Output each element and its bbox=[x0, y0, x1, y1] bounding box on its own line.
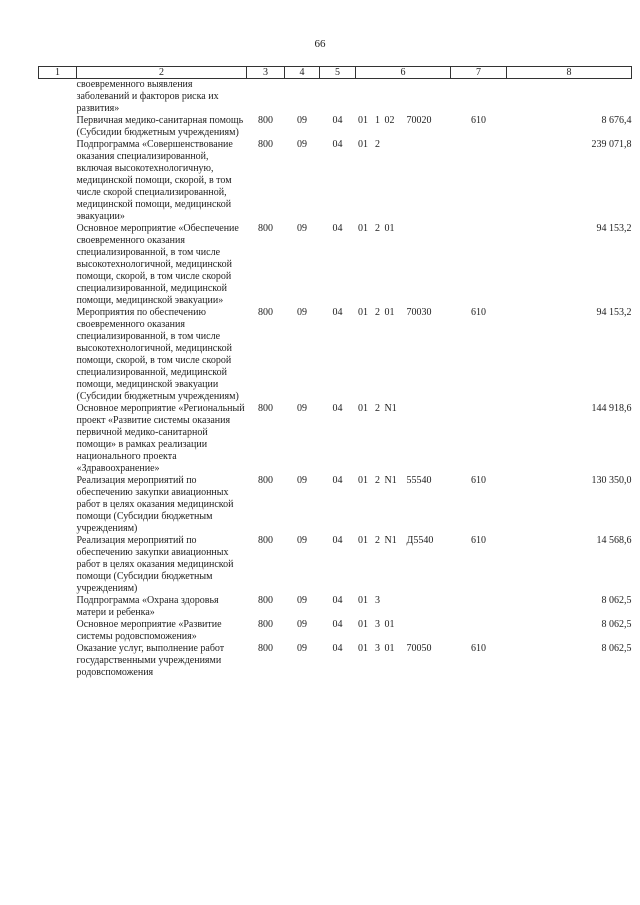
row-amount bbox=[507, 79, 632, 116]
row-direction-code: 70020 bbox=[406, 115, 432, 126]
row-activity-code: N1 bbox=[384, 475, 397, 486]
row-program-code: 01 bbox=[358, 223, 368, 234]
row-expense-type bbox=[451, 595, 507, 619]
col-header-7: 7 bbox=[451, 67, 507, 79]
table-row bbox=[39, 619, 632, 643]
row-expense-type: 610 bbox=[471, 475, 486, 486]
row-subsection bbox=[320, 79, 356, 116]
row-program-code: 01 bbox=[358, 307, 368, 318]
table-row bbox=[39, 475, 632, 535]
row-number-cell bbox=[39, 643, 77, 679]
row-amount: 8 062,5 bbox=[601, 643, 632, 654]
row-direction-code: 70030 bbox=[406, 307, 432, 318]
table-row bbox=[39, 139, 632, 223]
row-grbs: 800 bbox=[258, 535, 273, 546]
row-direction-code: Д5540 bbox=[406, 535, 434, 546]
row-activity-code: N1 bbox=[384, 403, 397, 414]
row-grbs: 800 bbox=[258, 619, 273, 630]
row-activity-code: N1 bbox=[384, 535, 397, 546]
row-program-code: 01 bbox=[358, 115, 368, 126]
row-section: 09 bbox=[297, 475, 307, 486]
table-row bbox=[39, 535, 632, 595]
col-header-5: 5 bbox=[320, 67, 356, 79]
row-name: Реализация мероприятий по обеспечению закупки авиационных работ в целях оказания медицинской помощи (Субсидии бюджетным учреждениям) bbox=[76, 475, 234, 534]
row-subprogram-code: 3 bbox=[375, 619, 380, 630]
row-program-code: 01 bbox=[358, 535, 368, 546]
row-grbs: 800 bbox=[258, 643, 273, 654]
row-name: Первичная медико-санитарная помощь (Субсидии бюджетным учреждениям) bbox=[76, 115, 244, 138]
table-row bbox=[39, 223, 632, 307]
row-amount: 94 153,2 bbox=[596, 307, 632, 318]
table-body bbox=[39, 67, 632, 680]
row-grbs: 800 bbox=[258, 307, 273, 318]
row-subprogram-code: 3 bbox=[375, 595, 380, 606]
row-activity-code: 02 bbox=[384, 115, 395, 126]
budget-table bbox=[38, 66, 632, 679]
row-amount: 239 071,8 bbox=[591, 139, 632, 150]
col-header-6: 6 bbox=[356, 67, 451, 79]
row-activity-code: 01 bbox=[384, 619, 395, 630]
row-subprogram-code: 2 bbox=[375, 475, 380, 486]
row-number-cell bbox=[39, 115, 77, 139]
row-number-cell bbox=[39, 595, 77, 619]
row-expense-type bbox=[451, 139, 507, 223]
row-number-cell bbox=[39, 223, 77, 307]
row-direction-code bbox=[407, 595, 451, 619]
row-number-cell bbox=[39, 619, 77, 643]
row-subsection: 04 bbox=[332, 535, 343, 546]
row-grbs bbox=[247, 79, 285, 116]
row-program-code: 01 bbox=[358, 139, 368, 150]
row-activity-code bbox=[385, 79, 407, 116]
row-subsection: 04 bbox=[332, 619, 343, 630]
row-direction-code bbox=[407, 139, 451, 223]
row-number-cell bbox=[39, 475, 77, 535]
row-subsection: 04 bbox=[332, 307, 343, 318]
row-grbs: 800 bbox=[258, 595, 273, 606]
row-name: Мероприятия по обеспечению своевременного оказания специализированной, в том числе высокотехнологичной, медицинской помощи, скорой, в том числе скорой специализированной, медицинской помощи, медицинской эвакуации (Субсидии бюджетным учреждениям) bbox=[76, 307, 239, 402]
row-section: 09 bbox=[297, 307, 307, 318]
row-direction-code: 55540 bbox=[406, 475, 432, 486]
table-row bbox=[39, 115, 632, 139]
row-grbs: 800 bbox=[258, 139, 273, 150]
row-name: Реализация мероприятий по обеспечению закупки авиационных работ в целях оказания медицинской помощи (Субсидии бюджетным учреждениям) bbox=[76, 535, 234, 594]
row-subsection: 04 bbox=[332, 403, 343, 414]
row-activity-code: 01 bbox=[384, 643, 395, 654]
row-name: своевременного выявления заболеваний и факторов риска их развития» bbox=[76, 79, 219, 114]
row-subprogram-code: 2 bbox=[375, 223, 380, 234]
row-section: 09 bbox=[297, 643, 307, 654]
table-row bbox=[39, 595, 632, 619]
row-number-cell bbox=[39, 307, 77, 403]
row-subsection: 04 bbox=[332, 223, 343, 234]
row-direction-code: 70050 bbox=[406, 643, 432, 654]
row-expense-type: 610 bbox=[471, 643, 486, 654]
row-expense-type bbox=[451, 619, 507, 643]
row-section: 09 bbox=[297, 223, 307, 234]
column-header-row bbox=[39, 67, 632, 79]
row-expense-type bbox=[451, 223, 507, 307]
row-activity-code: 01 bbox=[384, 223, 395, 234]
row-program-code: 01 bbox=[358, 595, 368, 606]
row-amount: 94 153,2 bbox=[596, 223, 632, 234]
row-name: Основное мероприятие «Обеспечение своевременного оказания специализированной, в том числе высокотехнологичной, медицинской помощи, скорой, в том числе скорой специализированной, медицинской помощи, медицинской эвакуации» bbox=[76, 223, 239, 306]
row-name: Оказание услуг, выполнение работ государственными учреждениями родовспоможения bbox=[76, 643, 225, 678]
row-amount: 8 676,4 bbox=[601, 115, 632, 126]
table-row bbox=[39, 307, 632, 403]
row-subsection: 04 bbox=[332, 475, 343, 486]
row-grbs: 800 bbox=[258, 115, 273, 126]
row-program-code: 01 bbox=[358, 475, 368, 486]
row-grbs: 800 bbox=[258, 475, 273, 486]
table-row bbox=[39, 403, 632, 475]
row-activity-code: 01 bbox=[384, 307, 395, 318]
row-expense-type bbox=[451, 79, 507, 116]
row-expense-type: 610 bbox=[471, 535, 486, 546]
row-subprogram-code: 3 bbox=[375, 643, 380, 654]
row-activity-code bbox=[385, 139, 407, 223]
row-grbs: 800 bbox=[258, 223, 273, 234]
row-subprogram-code: 1 bbox=[375, 115, 380, 126]
row-expense-type: 610 bbox=[471, 307, 486, 318]
row-expense-type: 610 bbox=[471, 115, 486, 126]
row-section: 09 bbox=[297, 115, 307, 126]
row-amount: 144 918,6 bbox=[591, 403, 632, 414]
row-amount: 14 568,6 bbox=[596, 535, 632, 546]
row-number-cell bbox=[39, 403, 77, 475]
col-header-1: 1 bbox=[39, 67, 77, 79]
row-subsection: 04 bbox=[332, 139, 343, 150]
row-section: 09 bbox=[297, 595, 307, 606]
row-subsection: 04 bbox=[332, 643, 343, 654]
col-header-3: 3 bbox=[247, 67, 285, 79]
row-section: 09 bbox=[297, 619, 307, 630]
table-row bbox=[39, 643, 632, 679]
col-header-8: 8 bbox=[507, 67, 632, 79]
page-number: 66 bbox=[314, 38, 326, 50]
row-name: Подпрограмма «Охрана здоровья матери и ребенка» bbox=[76, 595, 219, 618]
col-header-2: 2 bbox=[77, 67, 247, 79]
row-name: Основное мероприятие «Региональный проект «Развитие системы оказания первичной медико-санитарной помощи» в рамках реализации национального проекта «Здравоохранение» bbox=[76, 403, 245, 474]
row-subprogram-code: 2 bbox=[375, 139, 380, 150]
row-amount: 8 062,5 bbox=[601, 595, 632, 606]
row-direction-code bbox=[407, 79, 451, 116]
row-subprogram-code: 2 bbox=[375, 403, 380, 414]
row-subprogram-code bbox=[371, 79, 385, 116]
row-section: 09 bbox=[297, 535, 307, 546]
row-name: Основное мероприятие «Развитие системы родовспоможения» bbox=[76, 619, 222, 642]
col-header-4: 4 bbox=[285, 67, 320, 79]
row-section bbox=[285, 79, 320, 116]
row-direction-code bbox=[407, 619, 451, 643]
row-expense-type bbox=[451, 403, 507, 475]
row-direction-code bbox=[407, 223, 451, 307]
row-section: 09 bbox=[297, 403, 307, 414]
row-subsection: 04 bbox=[332, 115, 343, 126]
row-program-code: 01 bbox=[358, 619, 368, 630]
row-name: Подпрограмма «Совершенствование оказания специализированной, включая высокотехнологичную, медицинской помощи, скорой, в том числе скорой специализированной, медицинской помощи, медицинской эвакуации» bbox=[76, 139, 233, 222]
row-subprogram-code: 2 bbox=[375, 535, 380, 546]
row-number-cell bbox=[39, 139, 77, 223]
row-activity-code bbox=[385, 595, 407, 619]
row-number-cell bbox=[39, 79, 77, 116]
row-grbs: 800 bbox=[258, 403, 273, 414]
row-amount: 130 350,0 bbox=[591, 475, 632, 486]
row-number-cell bbox=[39, 535, 77, 595]
row-direction-code bbox=[407, 403, 451, 475]
table-row bbox=[39, 79, 632, 116]
row-amount: 8 062,5 bbox=[601, 619, 632, 630]
row-subsection: 04 bbox=[332, 595, 343, 606]
row-program-code: 01 bbox=[358, 643, 368, 654]
row-program-code bbox=[356, 79, 371, 116]
row-subprogram-code: 2 bbox=[375, 307, 380, 318]
row-section: 09 bbox=[297, 139, 307, 150]
row-program-code: 01 bbox=[358, 403, 368, 414]
